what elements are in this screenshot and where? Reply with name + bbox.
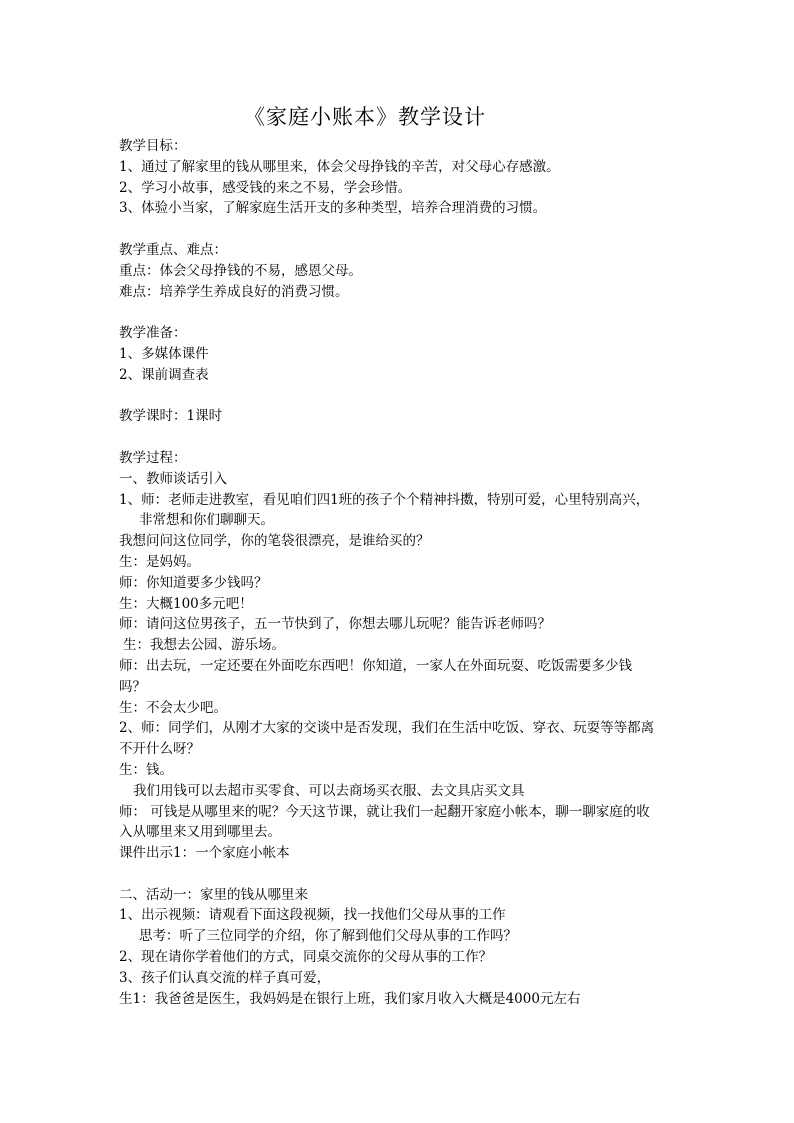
process-line: 入从哪里来又用到哪里去。 bbox=[119, 824, 281, 841]
section-title: 二、活动一：家里的钱从哪里来 bbox=[119, 886, 308, 903]
spacer bbox=[119, 386, 679, 407]
process-line: 2、现在请你学着他们的方式，同桌交流你的父母从事的工作？ bbox=[119, 949, 493, 966]
section-title: 一、教师谈话引入 bbox=[119, 470, 227, 487]
process-line: 我们用钱可以去超市买零食、可以去商场买衣服、去文具店买文具 bbox=[133, 782, 525, 799]
process-heading: 教学过程： bbox=[119, 449, 187, 466]
process-line: 我想问问这位同学，你的笔袋很漂亮，是谁给买的？ bbox=[119, 533, 430, 550]
process-line: 生：我想去公园、游乐场。 bbox=[123, 637, 285, 654]
process-line: 课件出示1：一个家庭小帐本 bbox=[119, 845, 290, 862]
process-line: 生：大概100多元吧！ bbox=[119, 595, 253, 612]
process-line: 师：出去玩，一定还要在外面吃东西吧！你知道，一家人在外面玩耍、吃饭需要多少钱 bbox=[119, 657, 632, 674]
objective-item: 1、通过了解家里的钱从哪里来，体会父母挣钱的辛苦，对父母心存感激。 bbox=[119, 158, 560, 175]
key-points-heading: 教学重点、难点： bbox=[119, 241, 227, 258]
process-line: 思考：听了三位同学的介绍，你了解到他们父母从事的工作吗？ bbox=[139, 928, 517, 945]
process-line: 师：你知道要多少钱吗？ bbox=[119, 574, 268, 591]
duration-line: 教学课时：1课时 bbox=[119, 408, 223, 425]
process-line: 师：请问这位男孩子，五一节快到了，你想去哪儿玩呢？能告诉老师吗？ bbox=[119, 616, 551, 633]
process-line: 1、师：老师走进教室，看见咱们四1班的孩子个个精神抖擞，特别可爱，心里特别高兴， bbox=[119, 491, 650, 508]
preparation-item: 2、课前调查表 bbox=[119, 366, 209, 383]
spacer bbox=[119, 864, 679, 885]
spacer bbox=[119, 302, 679, 323]
spacer bbox=[119, 427, 679, 448]
process-line: 不开什么呀？ bbox=[119, 741, 200, 758]
process-line: 师： 可钱是从哪里来的呢？今天这节课，就让我们一起翻开家庭小帐本，聊一聊家庭的收 bbox=[119, 803, 650, 820]
process-line: 生：是妈妈。 bbox=[119, 553, 200, 570]
objective-item: 3、体验小当家，了解家庭生活开支的多种类型，培养合理消费的习惯。 bbox=[119, 200, 547, 217]
document-title bbox=[0, 102, 794, 132]
key-point: 重点：体会父母挣钱的不易，感恩父母。 bbox=[119, 262, 362, 279]
process-line: 生：不会太少吧。 bbox=[119, 699, 227, 716]
title-text: 《家庭小账本》教学设计 bbox=[244, 105, 486, 129]
process-line: 3、孩子们认真交流的样子真可爱， bbox=[119, 969, 331, 986]
process-line: 非常想和你们聊聊天。 bbox=[139, 512, 274, 529]
process-line: 生：钱。 bbox=[119, 761, 173, 778]
objective-item: 2、学习小故事，感受钱的来之不易，学会珍惜。 bbox=[119, 179, 412, 196]
process-line: 2、师：同学们，从刚才大家的交谈中是否发现，我们在生活中吃饭、穿衣、玩耍等等都离 bbox=[119, 720, 655, 737]
spacer bbox=[119, 219, 679, 240]
document-body bbox=[119, 136, 679, 1009]
process-line: 生1：我爸爸是医生，我妈妈是在银行上班，我们家月收入大概是4000元左右 bbox=[119, 990, 581, 1007]
process-line: 1、出示视频：请观看下面这段视频，找一找他们父母从事的工作 bbox=[119, 907, 506, 924]
process-line: 吗？ bbox=[119, 678, 146, 695]
difficult-point: 难点：培养学生养成良好的消费习惯。 bbox=[119, 283, 349, 300]
preparation-heading: 教学准备： bbox=[119, 325, 187, 342]
preparation-item: 1、多媒体课件 bbox=[119, 345, 209, 362]
objectives-heading: 教学目标： bbox=[119, 138, 187, 154]
